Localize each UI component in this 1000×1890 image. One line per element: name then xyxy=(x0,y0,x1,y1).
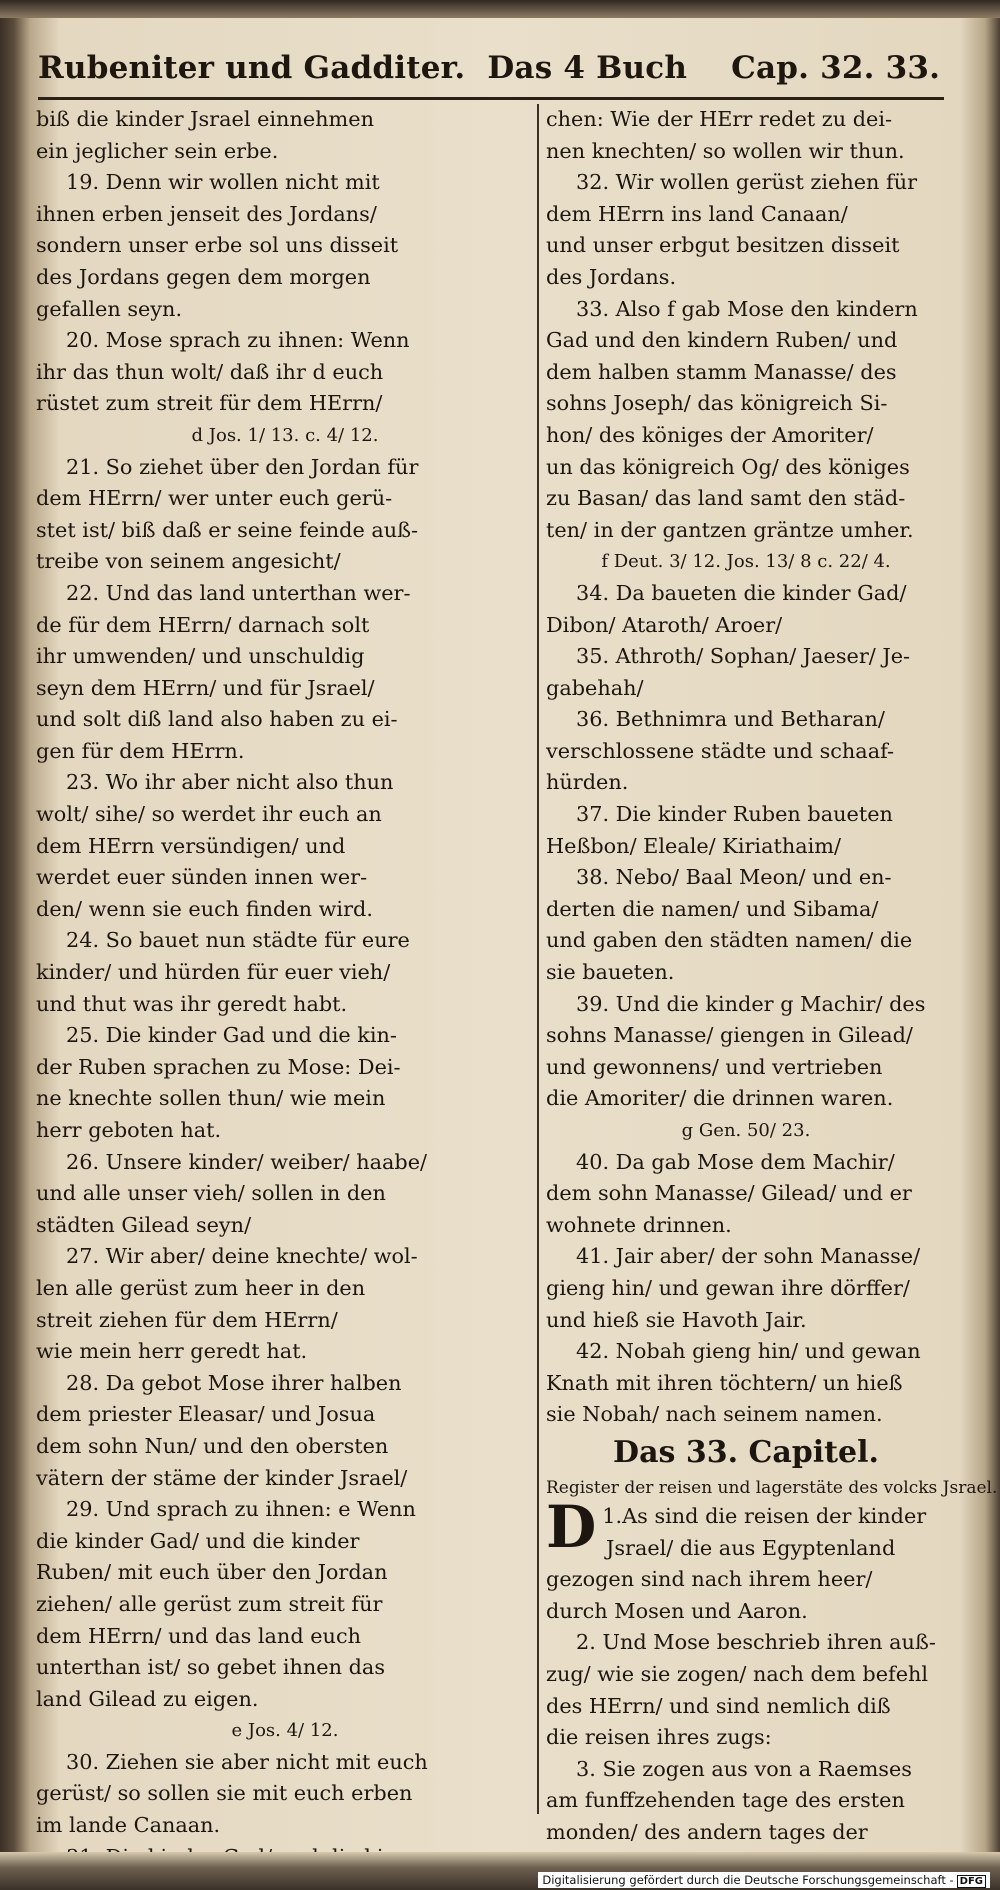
text-line: ihr das thun wolt/ daß ihr d euch xyxy=(36,359,384,384)
text-line: des Jordans. xyxy=(546,264,677,289)
text-line: chen: Wie der HErr redet zu dei- xyxy=(546,107,893,131)
verse-start-line: 22. Und das land unterthan wer- xyxy=(66,580,411,605)
text-line: die Amoriter/ die drinnen waren. xyxy=(546,1086,894,1111)
text-line: und gaben den städten namen/ die xyxy=(546,928,913,953)
verse-start-line: 21. So ziehet über den Jordan für xyxy=(66,454,419,479)
text-line: durch Mosen und Aaron. xyxy=(546,1598,808,1623)
text-line: dem sohn Manasse/ Gilead/ und er xyxy=(546,1181,912,1206)
verse-start-line: 37. Die kinder Ruben baueten xyxy=(576,802,893,827)
text-line: de für dem HErrn/ darnach solt xyxy=(36,612,370,637)
text-line: verschlossene städte und schaaf- xyxy=(546,738,895,763)
text-line: die kinder Gad/ und die kinder xyxy=(36,1528,360,1553)
verse-start-line: 41. Jair aber/ der sohn Manasse/ xyxy=(576,1244,921,1269)
header-rule xyxy=(38,97,944,100)
verse-start-line: 24. So bauet nun städte für eure xyxy=(66,928,410,953)
right-column-verses xyxy=(546,104,946,1431)
text-line: rüstet zum streit für dem HErrn/ xyxy=(36,391,383,416)
text-line: hürden. xyxy=(546,770,629,795)
text-line: des Jordans gegen dem morgen xyxy=(36,264,371,289)
text-line: gezogen sind nach ihrem heer/ xyxy=(546,1567,873,1592)
verse-start-line: 3. Sie zogen aus von a Raemses xyxy=(576,1756,912,1781)
verse-start-line: 42. Nobah gieng hin/ und gewan xyxy=(576,1339,921,1364)
text-line: ihnen erben jenseit des Jordans/ xyxy=(36,201,377,226)
text-line: biß die kinder Jsrael einnehmen xyxy=(36,107,374,131)
verse-start-line: 34. Da baueten die kinder Gad/ xyxy=(576,580,907,605)
text-line: ne knechte sollen thun/ wie mein xyxy=(36,1086,386,1111)
chapter-verses xyxy=(546,1533,946,1849)
verse-start-line: 39. Und die kinder g Machir/ des xyxy=(576,991,926,1016)
text-line: dem sohn Nun/ und den obersten xyxy=(36,1433,389,1458)
text-line: zug/ wie sie zogen/ nach dem befehl xyxy=(546,1661,929,1686)
footnote-reference: e Jos. 4/ 12. xyxy=(231,1720,339,1742)
text-line: gerüst/ so sollen sie mit euch erben xyxy=(36,1781,413,1806)
text-line: treibe von seinem angesicht/ xyxy=(36,549,341,574)
text-line: wie mein herr geredt hat. xyxy=(36,1339,308,1364)
verse-start-line: 32. Wir wollen gerüst ziehen für xyxy=(576,170,918,195)
verse-start-line: 23. Wo ihr aber nicht also thun xyxy=(66,770,394,795)
drop-cap-initial: D xyxy=(546,1492,597,1561)
text-line: dem HErrn versündigen/ und xyxy=(36,833,346,858)
text-line: wohnete drinnen. xyxy=(546,1212,732,1237)
text-line: monden/ des andern tages der xyxy=(546,1819,868,1844)
text-line: Gad und den kindern Ruben/ und xyxy=(546,328,898,353)
text-line: land Gilead zu eigen. xyxy=(36,1686,259,1711)
text-line: gabehah/ xyxy=(546,675,644,700)
text-line: zu Basan/ das land samt den städ- xyxy=(546,486,906,511)
text-line: kinder/ und hürden für euer vieh/ xyxy=(36,960,391,985)
text-line: und unser erbgut besitzen disseit xyxy=(546,233,900,258)
verse-start-line: 36. Bethnimra und Betharan/ xyxy=(576,707,885,732)
text-line: derten die namen/ und Sibama/ xyxy=(546,896,879,921)
text-line: und hieß sie Havoth Jair. xyxy=(546,1307,807,1332)
left-column xyxy=(36,104,534,1890)
chapter-summary: Register der reisen und lagerstäte des volcks Jsrael. xyxy=(546,1477,998,1498)
text-line: ihr umwenden/ und unschuldig xyxy=(36,644,365,669)
verse-start-line: 2. Und Mose beschrieb ihren auß- xyxy=(576,1630,936,1655)
header-book: Das 4 Buch xyxy=(487,50,688,86)
verse-start-line: 35. Athroth/ Sophan/ Jaeser/ Je- xyxy=(576,644,911,669)
digitization-credit xyxy=(538,1872,990,1888)
text-line: Ruben/ mit euch über den Jordan xyxy=(36,1560,388,1585)
column-divider xyxy=(537,104,539,1814)
text-line: dem HErrn/ und das land euch xyxy=(36,1623,361,1648)
verse-start-line: 26. Unsere kinder/ weiber/ haabe/ xyxy=(66,1149,428,1174)
text-line: len alle gerüst zum heer in den xyxy=(36,1275,366,1300)
text-line: Jsrael/ die aus Egyptenland xyxy=(606,1535,896,1560)
verse-start-line: 28. Da gebot Mose ihrer halben xyxy=(66,1370,402,1395)
text-line: hon/ des königes der Amoriter/ xyxy=(546,422,874,447)
text-line: und solt diß land also haben zu ei- xyxy=(36,707,398,732)
text-line: der Ruben sprachen zu Mose: Dei- xyxy=(36,1054,401,1079)
footnote-reference: d Jos. 1/ 13. c. 4/ 12. xyxy=(191,424,379,446)
text-line: wolt/ sihe/ so werdet ihr euch an xyxy=(36,802,382,827)
text-line: im lande Canaan. xyxy=(36,1813,221,1838)
chapter-title: Das 33. Capitel. xyxy=(613,1434,879,1470)
text-line: dem HErrn ins land Canaan/ xyxy=(546,201,848,226)
text-line: sie baueten. xyxy=(546,960,675,985)
verse-start-line: 20. Mose sprach zu ihnen: Wenn xyxy=(66,328,410,353)
text-line: dem priester Eleasar/ und Josua xyxy=(36,1402,376,1427)
text-line: un das königreich Og/ des königes xyxy=(546,454,910,479)
verse-number: 1. xyxy=(602,1503,623,1528)
text-line: seyn dem HErrn/ und für Jsrael/ xyxy=(36,675,375,700)
text-line: Knath mit ihren töchtern/ un hieß xyxy=(546,1370,903,1395)
text-line: ten/ in der gantzen gräntze umher. xyxy=(546,517,914,542)
text-line: und alle unser vieh/ sollen in den xyxy=(36,1181,386,1206)
text-line: ziehen/ alle gerüst zum streit für xyxy=(36,1591,383,1616)
text-line: ein jeglicher sein erbe. xyxy=(36,138,279,163)
header-section-title: Rubeniter und Gadditer. xyxy=(38,50,466,86)
text-line: sie Nobah/ nach seinem namen. xyxy=(546,1402,883,1427)
text-line: des HErrn/ und sind nemlich diß xyxy=(546,1693,891,1718)
text-line: Dibon/ Ataroth/ Aroer/ xyxy=(546,612,783,637)
text-line: stet ist/ biß daß er seine feinde auß- xyxy=(36,517,419,542)
text-line: Heßbon/ Eleale/ Kiriathaim/ xyxy=(546,833,842,858)
verse-start-line: 25. Die kinder Gad und die kin- xyxy=(66,1023,397,1048)
text-line: am funffzehenden tage des ersten xyxy=(546,1788,905,1813)
verse-start-line: 40. Da gab Mose dem Machir/ xyxy=(576,1149,895,1174)
credit-text: Digitalisierung gefördert durch die Deutsche Forschungsgemeinschaft - xyxy=(542,1873,954,1887)
text-line: die reisen ihres zugs: xyxy=(546,1725,772,1750)
text-line: städten Gilead seyn/ xyxy=(36,1212,252,1237)
text-line: den/ wenn sie euch finden wird. xyxy=(36,896,373,921)
text-line: sohns Joseph/ das königreich Si- xyxy=(546,391,888,416)
running-header xyxy=(38,50,941,96)
footnote-reference: g Gen. 50/ 23. xyxy=(681,1120,811,1141)
header-chapter: Cap. 32. 33. xyxy=(731,50,941,86)
verse-start-line: 19. Denn wir wollen nicht mit xyxy=(66,170,380,195)
text-line: vätern der stäme der kinder Jsrael/ xyxy=(36,1465,408,1490)
text-line: und thut was ihr geredt habt. xyxy=(36,991,348,1016)
text-line: und gewonnens/ und vertrieben xyxy=(546,1054,883,1079)
text-line: unterthan ist/ so gebet ihnen das xyxy=(36,1655,385,1680)
text-line: nen knechten/ so wollen wir thun. xyxy=(546,138,905,163)
verse-start-line: 29. Und sprach zu ihnen: e Wenn xyxy=(66,1497,416,1522)
text-line: dem HErrn/ wer unter euch gerü- xyxy=(36,486,393,511)
footnote-reference: f Deut. 3/ 12. Jos. 13/ 8 c. 22/ 4. xyxy=(601,551,891,573)
right-column xyxy=(546,104,998,1880)
verse-start-line: 30. Ziehen sie aber nicht mit euch xyxy=(66,1749,428,1774)
text-line: streit ziehen für dem HErrn/ xyxy=(36,1307,338,1332)
text-line: gen für dem HErrn. xyxy=(36,738,245,763)
page-top-edge xyxy=(0,0,1000,18)
text-line: gefallen seyn. xyxy=(36,296,183,321)
text-line: sondern unser erbe sol uns disseit xyxy=(36,233,399,258)
verse-start-line: 38. Nebo/ Baal Meon/ und en- xyxy=(576,865,892,890)
verse-start-line: 33. Also f gab Mose den kindern xyxy=(576,296,918,321)
text-line: werdet euer sünden innen wer- xyxy=(36,865,368,890)
verse-start-line: 27. Wir aber/ deine knechte/ wol- xyxy=(66,1244,418,1269)
text-line: herr geboten hat. xyxy=(36,1118,222,1142)
text-line: gieng hin/ und gewan ihre dörffer/ xyxy=(546,1275,910,1300)
text-line: dem halben stamm Manasse/ des xyxy=(546,359,897,384)
text-line: sohns Manasse/ giengen in Gilead/ xyxy=(546,1023,913,1048)
dfg-logo: DFG xyxy=(957,1875,986,1888)
first-verse-text: As sind die reisen der kinder xyxy=(622,1503,927,1528)
